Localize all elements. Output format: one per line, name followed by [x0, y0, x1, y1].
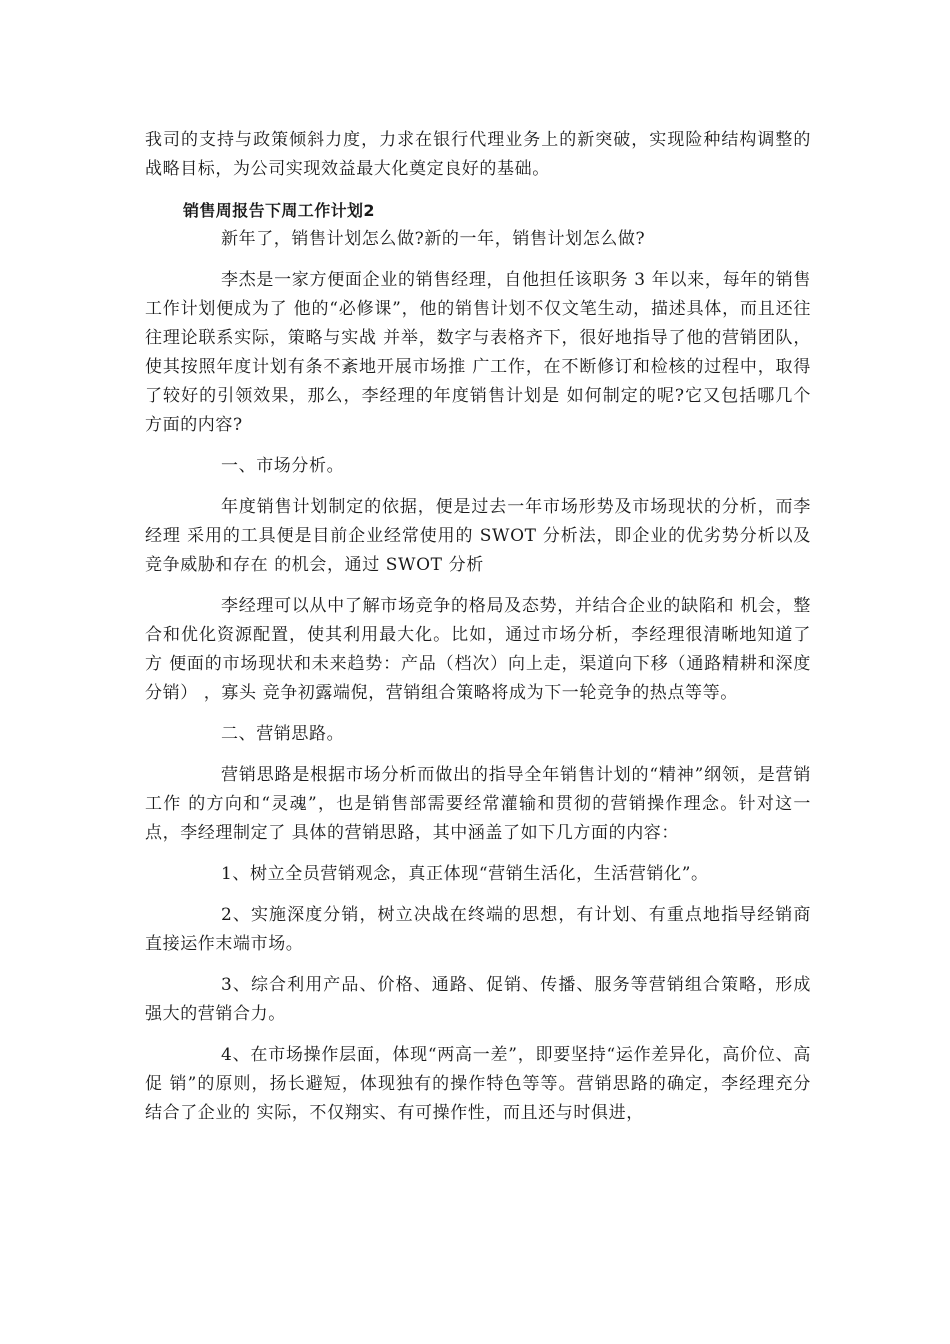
- list-item-1: 1、树立全员营销观念，真正体现“营销生活化，生活营销化”。: [221, 864, 709, 884]
- list-item-3: 3、综合利用产品、价格、通路、促销、传播、服务等营销组合策略，形成 强大的营销合力。: [145, 975, 811, 1024]
- list-item-2: 2、实施深度分销，树立决战在终端的思想，有计划、有重点地指导经销商 直接运作末端市场。: [145, 905, 811, 954]
- paragraph-swot: 年度销售计划制定的依据，便是过去一年市场形势及市场现状的分析，而李经理 采用的工具便是目前企业经常使用的 SWOT 分析法，即企业的优劣势分析以及竞争威胁和存在 的机会，通过 SWOT 分析: [145, 497, 811, 575]
- subheading-marketing-ideas: 二、营销思路。: [221, 724, 345, 744]
- paragraph-marketing-ideas: 营销思路是根据市场分析而做出的指导全年销售计划的“精神”纲领，是营销工作 的方向和“灵魂”，也是销售部需要经常灌输和贯彻的营销操作理念。针对这一点，李经理制定了 具体的营销思路，其中涵盖了如下几方面的内容：: [145, 765, 811, 843]
- section-heading: 销售周报告下周工作计划2: [183, 201, 375, 220]
- document-body: [145, 126, 811, 1128]
- paragraph-continuation: 我司的支持与政策倾斜力度，力求在银行代理业务上的新突破，实现险种结构调整的战略目标，为公司实现效益最大化奠定良好的基础。: [145, 130, 811, 179]
- subheading-market-analysis: 一、市场分析。: [221, 456, 345, 476]
- paragraph-market-trend: 李经理可以从中了解市场竞争的格局及态势，并结合企业的缺陷和 机会，整合和优化资源配置，使其利用最大化。比如，通过市场分析，李经理很清晰地知道了方 便面的市场现状和未来趋势：产品（档次）向上走，渠道向下移（通路精耕和深度分销） ，寡头 竞争初露端倪，营销组合策略将成为下一轮竞争的热点等等。: [145, 596, 811, 703]
- paragraph-intro: 新年了，销售计划怎么做?新的一年，销售计划怎么做?: [221, 229, 646, 249]
- list-item-4: 4、在市场操作层面，体现“两高一差”，即要坚持“运作差异化，高价位、高促 销”的原则，扬长避短，体现独有的操作特色等等。营销思路的确定，李经理充分结合了企业的 实际，不仅翔实、有可操作性，而且还与时俱进，: [145, 1045, 811, 1123]
- paragraph-lijie: 李杰是一家方便面企业的销售经理，自他担任该职务 3 年以来，每年的销售工作计划便成为了 他的“必修课”，他的销售计划不仅文笔生动，描述具体，而且还往往理论联系实际，策略与实战 并举，数字与表格齐下，很好地指导了他的营销团队，使其按照年度计划有条不紊地开展市场推 广工作，在不断修订和检核的过程中，取得了较好的引领效果，那么，李经理的年度销售计划是 如何制定的呢?它又包括哪几个方面的内容?: [145, 270, 811, 435]
